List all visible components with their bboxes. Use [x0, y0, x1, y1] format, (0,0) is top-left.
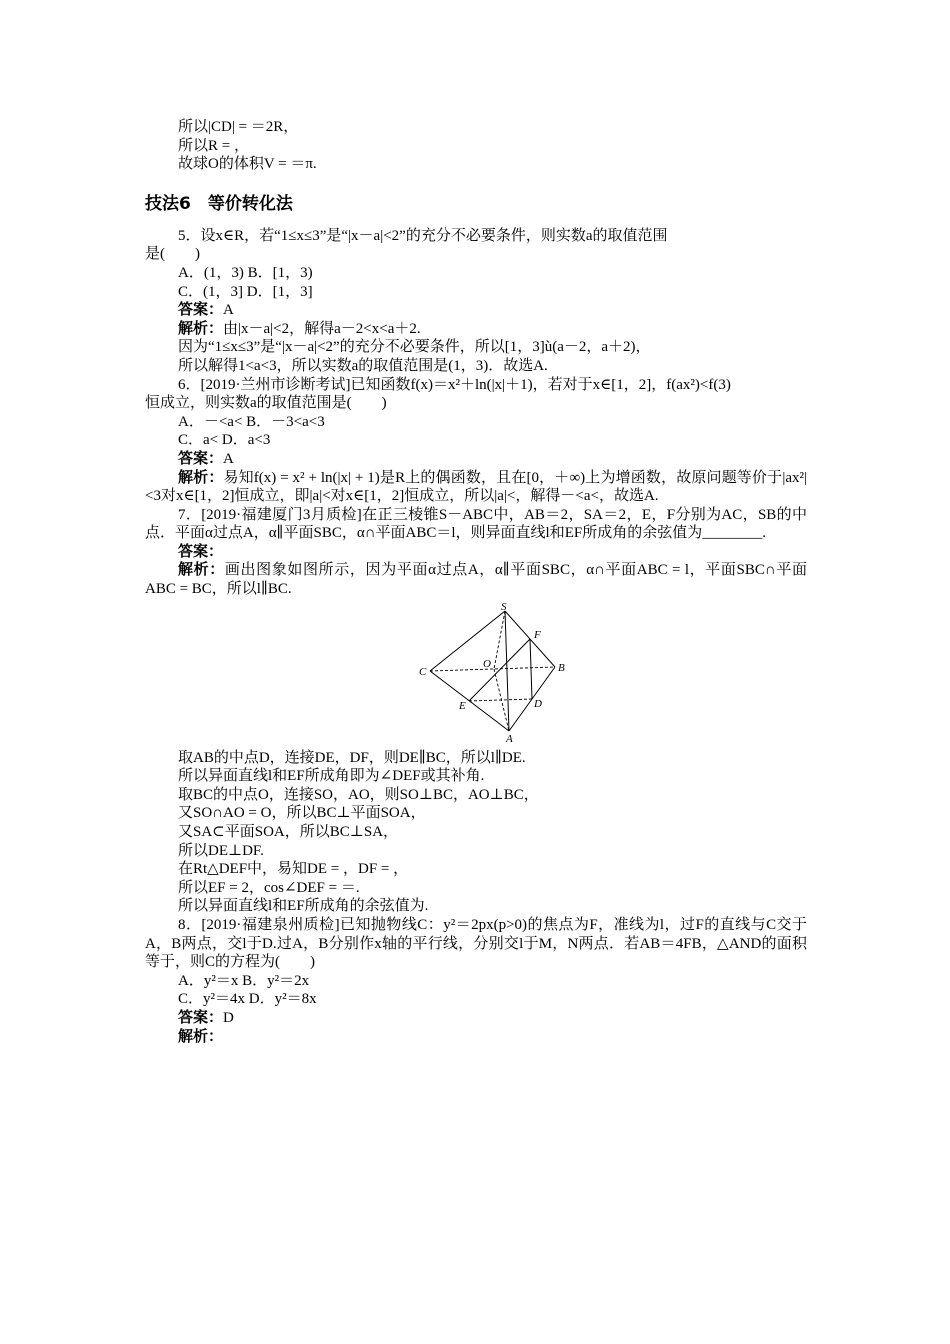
- solution-label: 解析：: [178, 469, 224, 486]
- q7-solution-line: 取AB的中点D，连接DE，DF，则DE∥BC，所以l∥DE.: [178, 749, 526, 766]
- q8-solution: [145, 1028, 807, 1047]
- pyramid-figure: [415, 603, 585, 743]
- label-D: D: [534, 697, 542, 710]
- label-O: O: [483, 657, 491, 670]
- q6-answer: [145, 450, 807, 469]
- text-line: 所以R = ，: [178, 137, 249, 154]
- q7-stem: 7．[2019·福建厦门3月质检]在正三棱锥S－ABC中，AB＝2，SA＝2，E，F分别为AC，SB的中点．平面α过点A，α∥平面SBC，α∩平面ABC＝l，则异面直线l和EF所成角的余弦值为________.: [145, 506, 807, 542]
- answer-label: 答案：: [178, 1009, 224, 1026]
- q6-stem-line: 6．[2019·兰州市诊断考试]已知函数f(x)＝x²＋ln(|x|＋1)，若对于x∈[1，2]，f(ax²)<f(3): [178, 376, 731, 393]
- q7-solution-line: 又SA⊂平面SOA，所以BC⊥SA，: [178, 824, 399, 841]
- q5-answer: [145, 301, 807, 320]
- answer-label: 答案：: [178, 302, 224, 319]
- q7-solution-line: 所以EF = 2，cos∠DEF = ＝.: [178, 879, 360, 896]
- pyramid-diagram: [415, 603, 585, 743]
- q8-options: C．y²＝4x D．y²＝8x: [178, 991, 317, 1008]
- q5-solution-line: 所以解得1<a<3，所以实数a的取值范围是(1，3)．故选A.: [178, 357, 548, 374]
- edge-SA: [505, 611, 509, 731]
- q6-stem-line: 恒成立，则实数a的取值范围是( ): [145, 395, 387, 412]
- solution-text: 易知f(x) = x² + ln(|x| + 1)是R上的偶函数，且在[0，＋∞)上为增函数，故原问题等价于|ax²|<3对x∈[1，2]恒成立，即|a|<对x∈[1，2]恒成立，所以|a|<，解得－<a<，故选A.: [145, 469, 807, 505]
- answer-label: 答案：: [178, 450, 224, 467]
- solution-label: 解析：: [178, 562, 225, 579]
- answer-value: A: [223, 302, 234, 319]
- solution-label: 解析：: [178, 320, 224, 337]
- q7-solution: [145, 561, 807, 598]
- answer-value: D: [223, 1009, 234, 1026]
- text-line: 所以|CD| = ＝2R，: [178, 119, 299, 135]
- q5-stem-line: 是( ): [145, 246, 200, 263]
- solution-label: 解析：: [178, 1028, 224, 1045]
- q5-solution: [145, 320, 807, 339]
- q5-options: C．(1，3] D．[1，3]: [178, 283, 313, 300]
- segment-FD: [530, 639, 532, 699]
- q5-stem-line: 5．设x∈R，若“1≤x≤3”是“|x－a|<2”的充分不必要条件，则实数a的取值范围: [178, 227, 668, 244]
- section-heading: 技法6 等价转化法: [145, 193, 293, 214]
- q7-solution-line: 所以DE⊥DF.: [178, 842, 264, 859]
- solution-text: 由|x－a|<2，解得a－2<x<a＋2.: [223, 320, 421, 337]
- q7-answer: [145, 543, 807, 562]
- q8-stem: 8．[2019·福建泉州质检]已知抛物线C：y²＝2px(p>0)的焦点为F，准线为l，过F的直线与C交于A，B两点，交l于D.过A，B分别作x轴的平行线，分别交l于M，N两点．若AB＝4FB，△AND的面积等于，则C的方程为( ): [145, 917, 807, 971]
- segment-ED-hidden: [469, 699, 532, 701]
- q7-solution-line: 所以异面直线l和EF所成角的余弦值为.: [178, 898, 429, 915]
- q6-solution: [145, 469, 807, 506]
- label-A: A: [506, 732, 513, 743]
- q8-answer: [145, 1009, 807, 1028]
- segment-FE: [469, 639, 530, 701]
- label-F: F: [534, 628, 541, 641]
- q5-solution-line: 因为“1≤x≤3”是“|x－a|<2”的充分不必要条件，所以[1，3]ù(a－2，a＋2)，: [178, 339, 651, 356]
- edge-CB-hidden: [430, 667, 555, 671]
- text-line: 故球O的体积V = ＝π.: [178, 156, 317, 173]
- label-B: B: [558, 661, 565, 674]
- document-body: [145, 118, 807, 1046]
- segment-SO-hidden: [494, 611, 505, 669]
- q7-solution-line: 所以异面直线l和EF所成角即为∠DEF或其补角.: [178, 768, 485, 785]
- q6-options: A．－<a< B．－3<a<3: [178, 413, 325, 430]
- answer-label: 答案：: [178, 543, 224, 560]
- q7-solution-line: 又SO∩AO = O，所以BC⊥平面SOA，: [178, 805, 426, 822]
- edge-SC: [430, 611, 505, 671]
- q7-solution-line: 取BC的中点O，连接SO，AO，则SO⊥BC，AO⊥BC，: [178, 786, 539, 803]
- answer-value: A: [223, 450, 234, 467]
- label-C: C: [419, 665, 427, 678]
- q8-options: A．y²＝x B．y²＝2x: [178, 972, 310, 989]
- q5-options: A．(1，3) B．[1，3): [178, 264, 313, 281]
- solution-text: 画出图象如图所示，因为平面α过点A，α∥平面SBC，α∩平面ABC = l，平面SBC∩平面ABC = BC，所以l∥BC.: [145, 562, 807, 598]
- label-E: E: [459, 699, 466, 712]
- q6-options: C．a< D．a<3: [178, 432, 271, 449]
- label-S: S: [501, 602, 507, 613]
- q7-solution-line: 在Rt△DEF中，易知DE = ，DF = ，: [178, 861, 409, 878]
